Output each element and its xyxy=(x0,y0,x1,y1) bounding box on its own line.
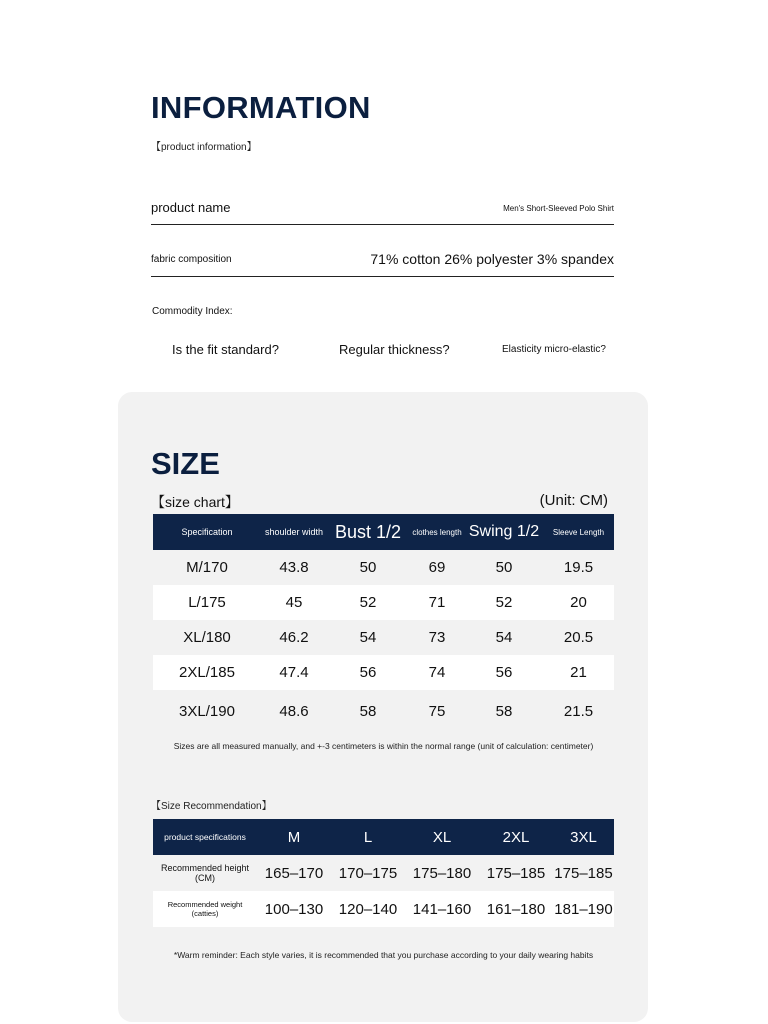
cell: 54 xyxy=(359,629,377,646)
table-row xyxy=(153,690,614,732)
product-name-value: Men's Short-Sleeved Polo Shirt xyxy=(503,204,614,213)
cell: 2XL/185 xyxy=(179,664,235,681)
index-fit: Is the fit standard? xyxy=(172,342,279,357)
header-specification: Specification xyxy=(153,514,261,550)
size-measure-note: Sizes are all measured manually, and +-3 centimeters is within the normal range (unit of calculation: centimeter) xyxy=(173,741,594,751)
table-row xyxy=(153,585,614,620)
warm-reminder-note: *Warm reminder: Each style varies, it is recommended that you purchase according to your daily wearing habits xyxy=(173,950,594,960)
header-swing: Swing 1/2 xyxy=(465,514,543,550)
header-size-2xl: 2XL xyxy=(479,819,553,855)
table-row xyxy=(153,855,614,891)
cell: 52 xyxy=(359,594,377,611)
size-recommendation-table xyxy=(153,819,614,927)
cell: 120–140 xyxy=(338,900,398,918)
cell: 161–180 xyxy=(486,900,546,918)
row-label-weight: Recommended weight (catties) xyxy=(167,900,243,918)
cell: XL/180 xyxy=(183,629,231,646)
cell: 50 xyxy=(495,559,513,576)
cell: 175–180 xyxy=(412,864,472,882)
cell: 75 xyxy=(428,702,446,720)
row-label-height: Recommended height (CM) xyxy=(160,863,250,883)
size-title: SIZE xyxy=(151,446,220,481)
index-thickness: Regular thickness? xyxy=(339,342,450,357)
table-row xyxy=(153,550,614,585)
information-title: INFORMATION xyxy=(151,90,371,125)
cell: 45 xyxy=(285,594,303,611)
fabric-composition-label: fabric composition xyxy=(151,254,232,265)
cell: 20 xyxy=(570,594,587,611)
cell: 58 xyxy=(495,702,513,720)
cell: 181–190 xyxy=(554,900,613,918)
product-name-label: product name xyxy=(151,200,231,215)
cell: 74 xyxy=(428,664,446,681)
cell: 48.6 xyxy=(279,702,309,720)
size-recommendation-label: 【Size Recommendation】 xyxy=(151,801,272,812)
product-information-subtitle: 【product information】 xyxy=(151,142,257,153)
size-chart-table xyxy=(153,514,614,732)
cell: 47.4 xyxy=(279,664,309,681)
cell: 21.5 xyxy=(563,702,594,720)
index-elasticity: Elasticity micro-elastic? xyxy=(502,344,606,355)
header-clothes-length: clothes length xyxy=(409,514,465,550)
recommendation-table-header xyxy=(153,819,614,855)
table-row xyxy=(153,655,614,690)
divider xyxy=(151,224,614,225)
cell: 43.8 xyxy=(279,559,309,576)
table-row xyxy=(153,891,614,927)
cell: 3XL/190 xyxy=(179,702,235,720)
cell: 69 xyxy=(428,559,446,576)
header-sleeve-length: Sleeve Length xyxy=(543,514,614,550)
cell: L/175 xyxy=(188,594,226,611)
cell: M/170 xyxy=(186,559,228,576)
fabric-composition-value: 71% cotton 26% polyester 3% spandex xyxy=(370,251,614,267)
header-bust: Bust 1/2 xyxy=(327,514,409,550)
cell: 19.5 xyxy=(563,559,594,576)
header-size-m: M xyxy=(257,819,331,855)
cell: 141–160 xyxy=(412,900,472,918)
cell: 20.5 xyxy=(563,629,594,646)
cell: 73 xyxy=(428,629,446,646)
cell: 100–130 xyxy=(264,900,324,918)
header-size-xl: XL xyxy=(405,819,479,855)
cell: 46.2 xyxy=(279,629,309,646)
unit-label: (Unit: CM) xyxy=(539,492,608,509)
table-row xyxy=(153,620,614,655)
size-chart-label: 【size chart】 xyxy=(151,494,239,510)
cell: 50 xyxy=(359,559,377,576)
header-shoulder-width: shoulder width xyxy=(261,514,327,550)
cell: 56 xyxy=(495,664,513,681)
size-table-header xyxy=(153,514,614,550)
divider xyxy=(151,276,614,277)
cell: 58 xyxy=(359,702,377,720)
cell: 52 xyxy=(495,594,513,611)
header-size-l: L xyxy=(331,819,405,855)
cell: 56 xyxy=(359,664,377,681)
cell: 165–170 xyxy=(264,864,324,882)
cell: 54 xyxy=(495,629,513,646)
cell: 21 xyxy=(570,664,587,681)
header-product-specifications: product specifications xyxy=(153,819,257,855)
cell: 71 xyxy=(428,594,446,611)
cell: 175–185 xyxy=(486,864,546,882)
header-size-3xl: 3XL xyxy=(553,819,614,855)
cell: 170–175 xyxy=(338,864,398,882)
cell: 175–185 xyxy=(554,864,613,882)
commodity-index-label: Commodity Index: xyxy=(152,306,233,317)
